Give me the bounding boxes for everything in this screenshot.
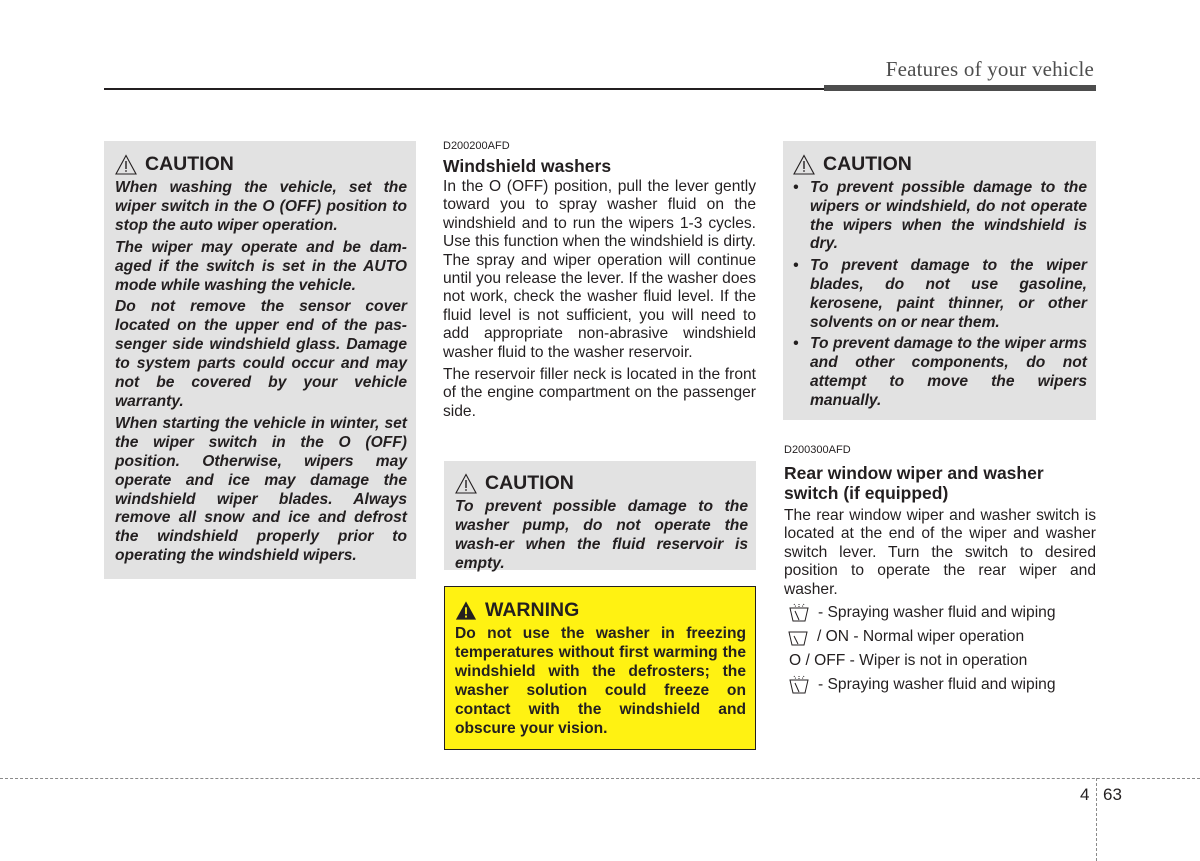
page-number: 63	[1103, 785, 1122, 804]
symbol-description: / ON - Normal wiper operation	[817, 628, 1025, 646]
header-rule-accent	[824, 85, 1096, 91]
caution-paragraph: The wiper may operate and be dam-aged if the switch is set in the AUTO mode while washing the vehicle.	[115, 238, 407, 294]
warning-heading	[455, 599, 746, 622]
symbol-row	[784, 673, 1096, 697]
warning-triangle-icon	[455, 600, 477, 621]
symbol-description: O / OFF - Wiper is not in operation	[789, 652, 1028, 670]
spray-wipe-icon	[788, 675, 810, 695]
caution-triangle-icon	[455, 473, 477, 494]
caution-triangle-icon	[115, 154, 137, 175]
caution-paragraph: When starting the vehicle in winter, set the wiper switch in the O (OFF) position. Otherwise, wipers may operate and ice may damage the windshield wiper blades. Always remove all snow and ice and defrost the windshield properly prior to operating the windshield wipers.	[115, 414, 407, 565]
symbol-row	[784, 601, 1096, 625]
list-item: • To prevent possible damage to the wipers or windshield, do not operate the wipers when the windshield is dry.	[793, 179, 1087, 253]
caution-title: CAUTION	[485, 472, 574, 494]
warning-box	[444, 586, 756, 750]
section-code: D200300AFD	[784, 444, 851, 456]
caution-title: CAUTION	[823, 153, 912, 175]
body-paragraph: In the O (OFF) position, pull the lever gently toward you to spray washer fluid on the windshield and to run the wipers 1-3 cycles. Use this function when the windshield is dirty. The spray and wiper operation will continue until you release the lever. If the washer does not work, check the washer fluid level. If the fluid level is not sufficient, you will need to add appropriate non-abrasive windshield washer fluid to the washer reservoir.	[443, 178, 756, 361]
caution-title: CAUTION	[145, 153, 234, 175]
caution-bullet-list	[793, 179, 1087, 411]
symbol-description: - Spraying washer fluid and wiping	[818, 676, 1056, 694]
body-paragraph: The reservoir filler neck is located in the front of the engine compartment on the passenger side.	[443, 366, 756, 420]
chapter-number: 4	[1080, 785, 1090, 804]
caution-heading	[455, 472, 748, 495]
symbol-description: - Spraying washer fluid and wiping	[818, 604, 1056, 622]
symbol-row	[784, 649, 1096, 673]
footer-rule	[0, 778, 1200, 779]
section-title: Windshield washers	[443, 156, 612, 176]
header-rule	[104, 88, 824, 90]
caution-paragraph: Do not remove the sensor cover located on the upper end of the pas-senger side windshield glass. Damage to system parts could occur and may not be covered by your vehicle warranty.	[115, 298, 407, 410]
section-title: Rear window wiper and washer switch (if equipped)	[784, 463, 1044, 503]
rear-wiper-section	[784, 444, 1096, 697]
page-header-title: Features of your vehicle	[885, 57, 1094, 81]
caution-heading	[793, 153, 1087, 176]
warning-text: Do not use the washer in freezing temperatures without first warming the windshield with the defrosters; the washer solution could freeze on contact with the windshield and obscure your vision.	[455, 625, 746, 737]
list-item: • To prevent damage to the wiper blades, do not use gasoline, kerosene, paint thinner, or other solvents on or near them.	[793, 257, 1087, 331]
caution-box-right	[783, 141, 1096, 420]
caution-box-left	[104, 141, 416, 579]
caution-paragraph: When washing the vehicle, set the wiper switch in the O (OFF) position to stop the auto wiper operation.	[115, 179, 407, 234]
footer-divider	[1096, 778, 1097, 861]
symbol-row	[784, 625, 1096, 649]
section-code: D200200AFD	[443, 140, 510, 152]
caution-heading	[115, 153, 407, 176]
windshield-washers-section	[443, 140, 756, 421]
spray-wipe-icon	[788, 603, 810, 623]
wiper-icon	[787, 627, 809, 647]
list-item: • To prevent damage to the wiper arms and other components, do not attempt to move the wipers manually.	[793, 335, 1087, 409]
caution-box-washer	[444, 461, 756, 570]
body-paragraph: The rear window wiper and washer switch is located at the end of the wiper and washer switch lever. Turn the switch to desired position to operate the rear wiper and washer.	[784, 507, 1096, 598]
symbol-list	[784, 601, 1096, 697]
caution-triangle-icon	[793, 154, 815, 175]
warning-title: WARNING	[485, 599, 580, 621]
caution-text: To prevent possible damage to the washer pump, do not operate the wash-er when the fluid reservoir is empty.	[455, 498, 748, 572]
